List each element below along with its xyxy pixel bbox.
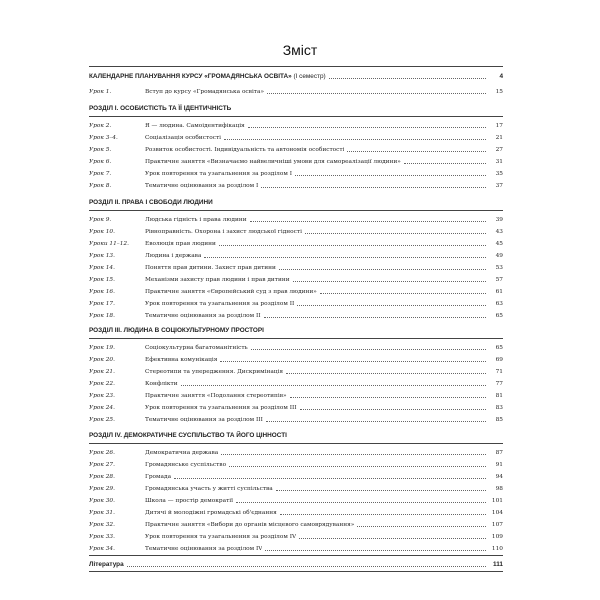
toc-row[interactable] xyxy=(89,410,503,424)
page-number: 109 xyxy=(491,534,503,540)
lesson-title: Громадянське суспільство xyxy=(145,462,227,468)
page-number: 81 xyxy=(495,393,503,399)
page-number: 61 xyxy=(495,289,503,295)
lesson-number: Урок 10. xyxy=(89,229,115,235)
calendar-label: КАЛЕНДАРНЕ ПЛАНУВАННЯ КУРСУ «ГРОМАДЯНСЬКА ОСВІТА» xyxy=(89,73,292,80)
lesson-number: Уроки 11–12. xyxy=(89,241,129,247)
page-number: 4 xyxy=(499,73,503,80)
lesson-number: Урок 30. xyxy=(89,498,115,504)
lesson-title: Соціалізація особистості xyxy=(145,135,222,141)
page-number: 69 xyxy=(495,357,503,363)
page-number: 101 xyxy=(491,498,503,504)
page-number: 85 xyxy=(495,417,503,423)
lesson-number: Урок 5. xyxy=(89,147,112,153)
page-number: 49 xyxy=(495,253,503,259)
lesson-number: Урок 20. xyxy=(89,357,115,363)
toc-row[interactable] xyxy=(89,82,503,96)
lesson-title: Школа — простір демократії xyxy=(145,498,233,504)
page-number: 65 xyxy=(495,345,503,351)
lesson-title: Поняття прав дитини. Захист прав дитини xyxy=(145,265,276,271)
lesson-number: Урок 17. xyxy=(89,301,115,307)
lesson-title: Тематичне оцінювання за розділом ІІІ xyxy=(145,417,263,423)
section-heading[interactable]: РОЗДІЛ І. ОСОБИСТІСТЬ ТА ЇЇ ІДЕНТИЧНІСТЬ xyxy=(89,105,232,112)
lesson-title: Ефективна комунікація xyxy=(145,357,218,363)
divider xyxy=(89,571,503,572)
page-number: 104 xyxy=(491,510,503,516)
page-number: 37 xyxy=(495,183,503,189)
page-number: 15 xyxy=(495,89,503,95)
lesson-number: Урок 9. xyxy=(89,217,112,223)
lesson-title: Практичне заняття «Вибори до органів місцевого самоврядування» xyxy=(145,522,355,528)
lesson-number: Урок 34. xyxy=(89,546,115,552)
lesson-number: Урок 28. xyxy=(89,474,115,480)
lesson-number: Урок 25. xyxy=(89,417,115,423)
lesson-title: Дитячі й молодіжні громадські об'єднання xyxy=(145,510,277,516)
leader-dots xyxy=(266,421,486,422)
lesson-number: Урок 13. xyxy=(89,253,115,259)
lesson-number: Урок 31. xyxy=(89,510,115,516)
lesson-title: Урок повторення та узагальнення за розділом IV xyxy=(145,534,297,540)
section-heading[interactable]: РОЗДІЛ ІІ. ПРАВА І СВОБОДИ ЛЮДИНИ xyxy=(89,199,213,206)
lesson-number: Урок 26. xyxy=(89,450,115,456)
lesson-number: Урок 19. xyxy=(89,345,115,351)
lesson-number: Урок 16. xyxy=(89,289,115,295)
lesson-title: Громада xyxy=(145,474,172,480)
lesson-number: Урок 22. xyxy=(89,381,115,387)
lesson-title: Громадянська участь у житті суспільства xyxy=(145,486,273,492)
page-number: 57 xyxy=(495,277,503,283)
lesson-number: Урок 3–4. xyxy=(89,135,118,141)
leader-dots xyxy=(267,93,486,94)
lesson-title: Тематичне оцінювання за розділом ІІ xyxy=(145,313,261,319)
lesson-number: Урок 24. xyxy=(89,405,115,411)
section-heading[interactable]: РОЗДІЛ IV. ДЕМОКРАТИЧНЕ СУСПІЛЬСТВО ТА ЙОГО ЦІННОСТІ xyxy=(89,432,287,439)
page-number: 35 xyxy=(495,171,503,177)
page-number: 43 xyxy=(495,229,503,235)
page-number: 45 xyxy=(495,241,503,247)
lesson-number: Урок 8. xyxy=(89,183,112,189)
lesson-title: Стереотипи та упередження. Дискримінація xyxy=(145,369,284,375)
lesson-number: Урок 29. xyxy=(89,486,115,492)
toc-row[interactable] xyxy=(89,306,503,320)
lesson-number: Урок 23. xyxy=(89,393,115,399)
lesson-number: Урок 6. xyxy=(89,159,112,165)
page-number: 77 xyxy=(495,381,503,387)
leader-dots xyxy=(265,550,486,551)
leader-dots xyxy=(264,317,486,318)
lesson-title: Урок повторення та узагальнення за розділом ІІІ xyxy=(145,405,297,411)
lesson-title: Людська гідність і права людини xyxy=(145,217,247,223)
lesson-number: Урок 27. xyxy=(89,462,115,468)
page-number: 111 xyxy=(493,561,503,568)
page-number: 65 xyxy=(495,313,503,319)
lesson-number: Урок 14. xyxy=(89,265,115,271)
lesson-title: Урок повторення та узагальнення за розділом І xyxy=(145,171,292,177)
lesson-number: Урок 33. xyxy=(89,534,115,540)
page-number: 39 xyxy=(495,217,503,223)
page-number: 91 xyxy=(495,462,503,468)
page-number: 17 xyxy=(495,123,503,129)
lesson-number: Урок 2. xyxy=(89,123,112,129)
lesson-title: Демократична держава xyxy=(145,450,219,456)
page-number: 83 xyxy=(495,405,503,411)
lesson-title: Практичне заняття «Подолання стереотипів» xyxy=(145,393,287,399)
page-number: 98 xyxy=(495,486,503,492)
lesson-number: Урок 15. xyxy=(89,277,115,283)
section-heading[interactable]: РОЗДІЛ ІІІ. ЛЮДИНА В СОЦІОКУЛЬТУРНОМУ ПРОСТОРІ xyxy=(89,327,264,334)
lesson-title: Тематичне оцінювання за розділом І xyxy=(145,183,259,189)
leader-dots xyxy=(127,566,486,567)
literature-label: Література xyxy=(89,561,124,568)
calendar-entry[interactable] xyxy=(89,67,503,81)
page-number: 21 xyxy=(495,135,503,141)
calendar-note: (І семестр) xyxy=(293,73,326,80)
toc-row[interactable] xyxy=(89,176,503,190)
page-number: 107 xyxy=(491,522,503,528)
page-title: Зміст xyxy=(282,42,318,58)
leader-dots xyxy=(261,187,486,188)
page-number: 63 xyxy=(495,301,503,307)
lesson-title: Тематичне оцінювання за розділом IV xyxy=(145,546,263,552)
page-number: 110 xyxy=(491,546,503,552)
literature-entry[interactable] xyxy=(89,555,503,569)
toc-row[interactable] xyxy=(89,539,503,553)
lesson-number: Урок 18. xyxy=(89,313,115,319)
page-number: 87 xyxy=(495,450,503,456)
lesson-title: Рівноправність. Охорона і захист людської гідності xyxy=(145,229,302,235)
lesson-title: Я — людина. Самоідентифікація xyxy=(145,123,245,129)
page-number: 31 xyxy=(495,159,503,165)
lesson-title: Практичне заняття «Європейський суд з прав людини» xyxy=(145,289,317,295)
page-number: 71 xyxy=(495,369,503,375)
lesson-title: Урок повторення та узагальнення за розділом ІІ xyxy=(145,301,295,307)
lesson-title: Соціокультурна багатоманітність xyxy=(145,345,248,351)
page-number: 27 xyxy=(495,147,503,153)
lesson-number: Урок 1. xyxy=(89,89,112,95)
lesson-title: Еволюція прав людини xyxy=(145,241,216,247)
lesson-title: Практичне заняття «Визначаємо найвеличніші умови для самореалізації людини» xyxy=(145,159,401,165)
lesson-title: Людина і держава xyxy=(145,253,202,259)
leader-dots xyxy=(329,78,486,79)
lesson-title: Конфлікти xyxy=(145,381,178,387)
lesson-title: Розвиток особистості. Індивідуальність та автономія особистості xyxy=(145,147,345,153)
page-number: 53 xyxy=(495,265,503,271)
lesson-title: Механізми захисту прав людини і прав дитини xyxy=(145,277,290,283)
lesson-number: Урок 21. xyxy=(89,369,115,375)
page-number: 94 xyxy=(495,474,503,480)
lesson-number: Урок 7. xyxy=(89,171,112,177)
lesson-number: Урок 32. xyxy=(89,522,115,528)
lesson-title: Вступ до курсу «Громадянська освіта» xyxy=(145,89,265,95)
